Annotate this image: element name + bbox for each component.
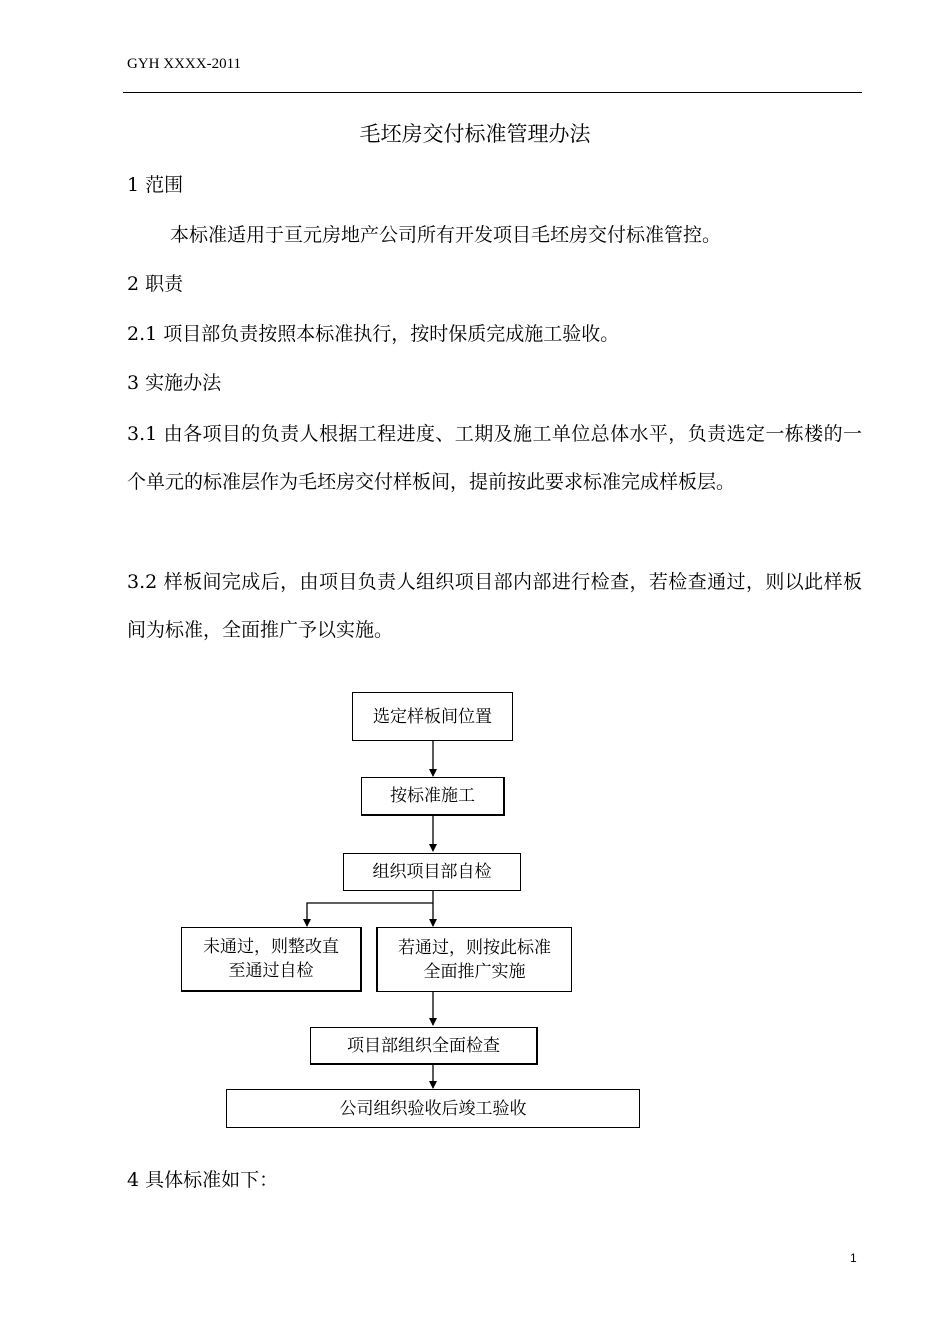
page-number: 1 xyxy=(850,1251,857,1265)
header-divider xyxy=(123,92,862,93)
section-3-1-text: 3.1 由各项目的负责人根据工程进度、工期及施工单位总体水平，负责选定一栋楼的一个单元的标准层作为毛坯房交付样板间，提前按此要求标准完成样板层。 xyxy=(127,423,862,493)
flow-step-full-inspection xyxy=(310,1027,538,1065)
flow-step-select-sample-room-label: 选定样板间位置 xyxy=(373,706,492,727)
flow-step-failed-rectify xyxy=(181,927,362,992)
flow-step-failed-rectify-line2: 至通过自检 xyxy=(228,961,314,981)
document-code: GYH XXXX-2011 xyxy=(127,56,242,72)
section-3-2-text: 3.2 样板间完成后，由项目负责人组织项目部内部进行检查，若检查通过，则以此样板间为标准，全面推广予以实施。 xyxy=(127,571,862,641)
section-2-1-text: 2.1 项目部负责按照本标准执行，按时保质完成施工验收。 xyxy=(127,323,620,345)
section-1-heading: 1 范围 xyxy=(127,174,184,196)
flow-step-failed-rectify-line1: 未通过，则整改直 xyxy=(203,937,339,957)
flow-step-select-sample-room xyxy=(352,692,513,741)
flow-step-company-acceptance xyxy=(226,1089,640,1128)
section-2-heading: 2 职责 xyxy=(127,273,184,295)
flow-step-self-inspection xyxy=(343,853,521,891)
section-3-heading: 3 实施办法 xyxy=(127,372,222,394)
arrow-step3-to-fail xyxy=(307,903,433,926)
flow-step-full-inspection-label: 项目部组织全面检查 xyxy=(347,1035,500,1056)
flow-step-passed-rollout-line2: 全面推广实施 xyxy=(423,961,526,982)
flow-step-passed-rollout xyxy=(376,927,572,992)
flow-step-self-inspection-label: 组织项目部自检 xyxy=(372,862,492,882)
document-title: 毛坯房交付标准管理办法 xyxy=(359,122,591,146)
section-4-heading: 4 具体标准如下： xyxy=(127,1169,279,1191)
flow-step-construct-to-standard-label: 按标准施工 xyxy=(390,786,475,806)
flow-step-passed-rollout-line1: 若通过，则按此标准 xyxy=(398,937,551,958)
section-1-body: 本标准适用于亘元房地产公司所有开发项目毛坯房交付标准管控。 xyxy=(170,224,722,246)
flow-step-company-acceptance-label: 公司组织验收后竣工验收 xyxy=(339,1098,527,1119)
flow-step-construct-to-standard xyxy=(361,777,505,816)
